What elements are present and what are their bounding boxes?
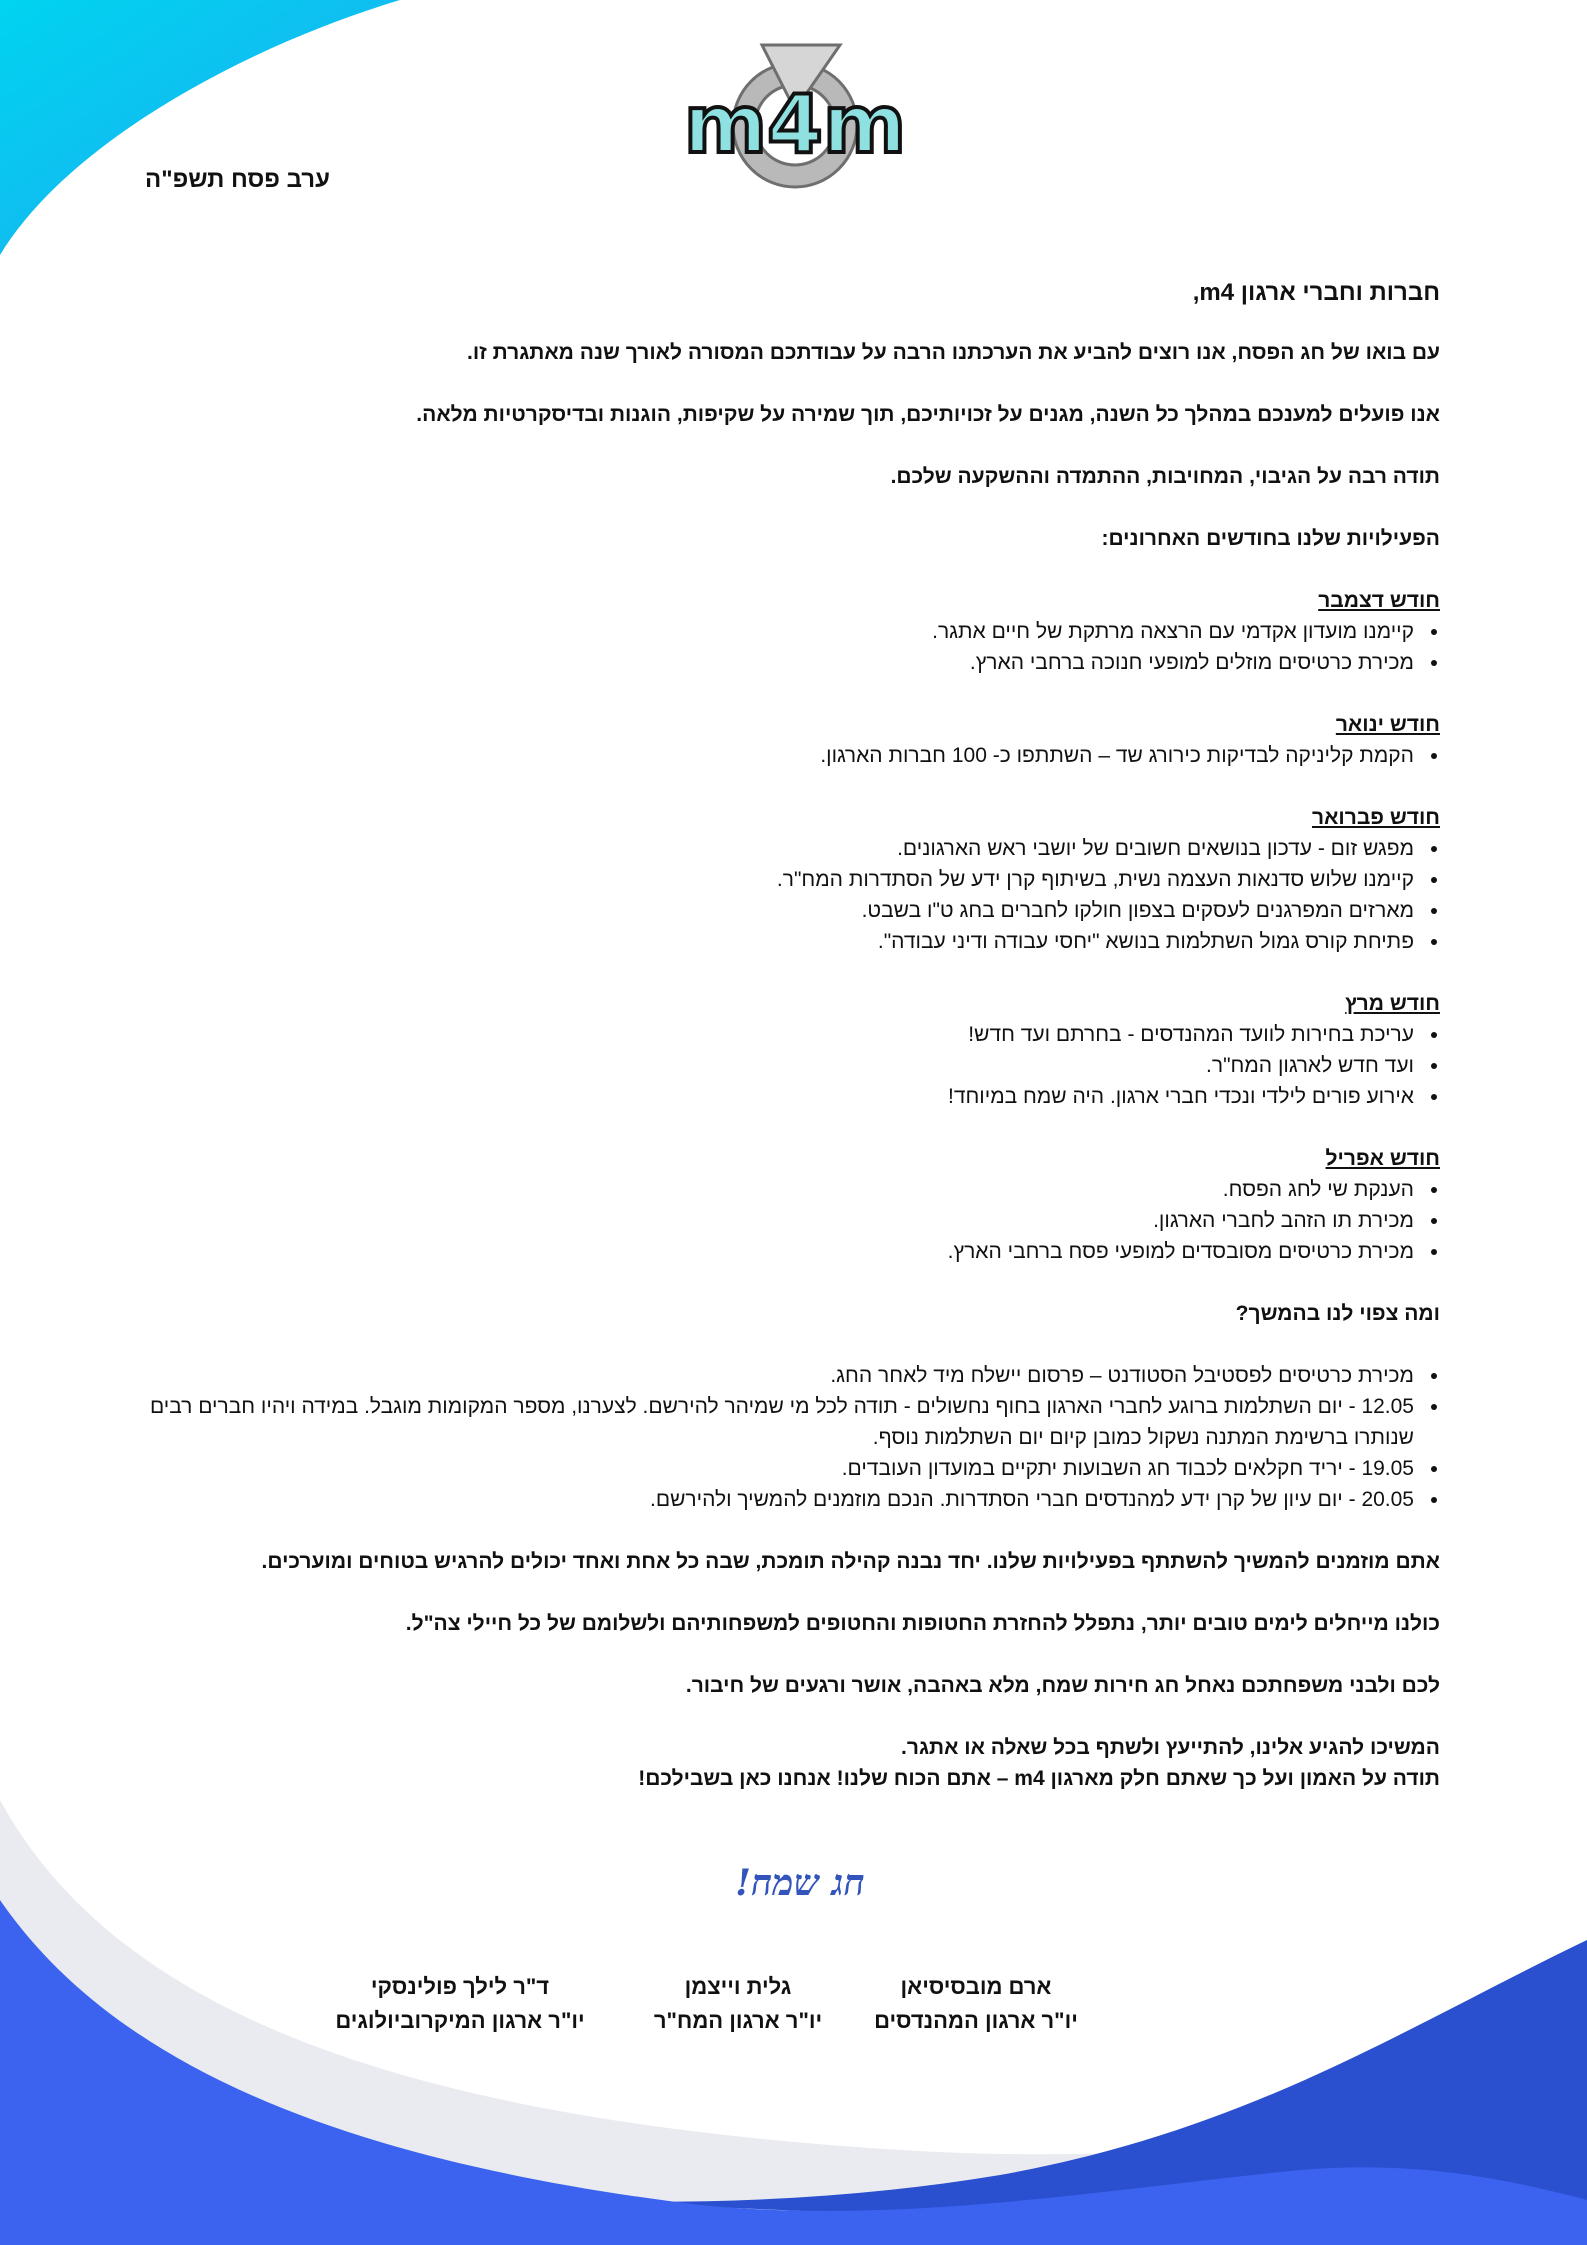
signature-block (866, 1970, 1086, 2038)
list-item: • אירוע פורים לילדי ונכדי חברי ארגון. היה שמח במיוחד! (145, 1081, 1418, 1112)
list-item: • מכירת תו הזהב לחברי הארגון. (145, 1205, 1418, 1236)
list-item: • קיימנו שלוש סדנאות העצמה נשית, בשיתוף קרן ידע של הסתדרות המח"ר. (145, 864, 1418, 895)
signature-role: יו"ר ארגון המהנדסים (874, 2008, 1078, 2033)
activity-list (145, 740, 1440, 771)
list-item: • מכירת כרטיסים מוזלים למופעי חנוכה ברחבי הארץ. (145, 647, 1418, 678)
signature-name: גלית וייצמן (684, 1974, 792, 1999)
svg-text:m4m: m4m (683, 78, 907, 171)
list-item: • מפגש זום - עדכון בנושאים חשובים של יושבי ראש הארגונים. (145, 833, 1418, 864)
list-item: • 19.05 - יריד חקלאים לכבוד חג השבועות יתקיים במועדון העובדים. (145, 1453, 1418, 1484)
signature-block (638, 1970, 838, 2038)
outro-paragraph: לכם ולבני משפחתכם נאחל חג חירות שמח, מלא באהבה, אושר ורגעים של חיבור. (685, 1674, 1440, 1697)
month-title: חודש מרץ (1345, 992, 1440, 1015)
list-item: • 12.05 - יום השתלמות ברוגע לחברי הארגון בחוף נחשולים - תודה לכל מי שמיהר להירשם. לצערנו, מספר המקומות מוגבל. במידה ויהיו חברים רבים שנותרו ברשימת המתנה נשקול כמובן קיום יום השתלמות נוסף. (145, 1391, 1418, 1453)
activity-list (145, 616, 1440, 678)
future-list (145, 1360, 1440, 1515)
closing-line: המשיכו להגיע אלינו, להתייעץ ולשתף בכל שאלה או אתגר. (901, 1736, 1440, 1759)
activities-heading: הפעילויות שלנו בחודשים האחרונים: (1101, 527, 1440, 550)
month-title: חודש דצמבר (1318, 589, 1440, 612)
list-item: • קיימנו מועדון אקדמי עם הרצאה מרתקת של חיים אתגר. (145, 616, 1418, 647)
greeting: חברות וחברי ארגון m4, (1192, 279, 1440, 306)
intro-paragraph: עם בואו של חג הפסח, אנו רוצים להביע את הערכתנו הרבה על עבודתכם המסורה לאורך שנה מאתגרת זו. (467, 341, 1440, 364)
list-item: • מכירת כרטיסים לפסטיבל הסטודנט – פרסום יישלח מיד לאחר החג. (145, 1360, 1418, 1391)
blessing-text: חג שמח! (735, 1862, 865, 1904)
outro-paragraph: אתם מוזמנים להמשיך להשתתף בפעילויות שלנו. יחד נבנה קהילה תומכת, שבה כל אחת ואחד יכולים להרגיש בטוחים ומוערכים. (261, 1550, 1440, 1573)
intro-paragraph: אנו פועלים למענכם במהלך כל השנה, מגנים על זכויותיכם, תוך שמירה על שקיפות, הוגנות ובדיסקרטיות מלאה. (416, 403, 1440, 426)
signature-name: ד"ר לילך פולינסקי (370, 1974, 550, 1999)
signature-role: יו"ר ארגון המיקרוביולוגים (335, 2008, 585, 2033)
list-item: • ועד חדש לארגון המח"ר. (145, 1050, 1418, 1081)
list-item: • עריכת בחירות לוועד המהנדסים - בחרתם ועד חדש! (145, 1019, 1418, 1050)
closing-line: תודה על האמון ועל כך שאתם חלק מארגון m4 – אתם הכוח שלנו! אנחנו כאן בשבילכם! (638, 1767, 1440, 1790)
letter-body (145, 275, 1440, 1794)
activity-list (145, 833, 1440, 957)
intro-paragraph: תודה רבה על הגיבוי, המחויבות, ההתמדה וההשקעה שלכם. (890, 465, 1440, 488)
month-title: חודש פברואר (1312, 806, 1440, 829)
list-item: • 20.05 - יום עיון של קרן ידע למהנדסים חברי הסתדרות. הנכם מוזמנים להמשיך ולהירשם. (145, 1484, 1418, 1515)
signature-name: ארם מובסיסיאן (900, 1974, 1052, 1999)
list-item: • הקמת קליניקה לבדיקות כירורג שד – השתתפו כ- 100 חברות הארגון. (145, 740, 1418, 771)
m4m-logo-icon (670, 30, 920, 210)
activity-list (145, 1174, 1440, 1267)
list-item: • מארזים המפרגנים לעסקים בצפון חולקו לחברים בחג ט"ו בשבט. (145, 895, 1418, 926)
document-date: ערב פסח תשפ"ה (145, 166, 330, 193)
activity-list (145, 1019, 1440, 1112)
list-item: • פתיחת קורס גמול השתלמות בנושא "יחסי עבודה ודיני עבודה". (145, 926, 1418, 957)
list-item: • הענקת שי לחג הפסח. (145, 1174, 1418, 1205)
list-item: • מכירת כרטיסים מסובסדים למופעי פסח ברחבי הארץ. (145, 1236, 1418, 1267)
signature-block (325, 1970, 595, 2038)
outro-paragraph: כולנו מייחלים לימים טובים יותר, נתפלל להחזרת החטופות והחטופים למשפחותיהם ולשלומם של כל חיילי צה"ל. (405, 1612, 1440, 1635)
signature-role: יו"ר ארגון המח"ר (653, 2008, 823, 2033)
month-title: חודש ינואר (1335, 713, 1440, 736)
top-left-swoosh (0, 0, 400, 255)
future-heading: ומה צפוי לנו בהמשך? (1235, 1302, 1440, 1325)
month-title: חודש אפריל (1325, 1147, 1440, 1170)
